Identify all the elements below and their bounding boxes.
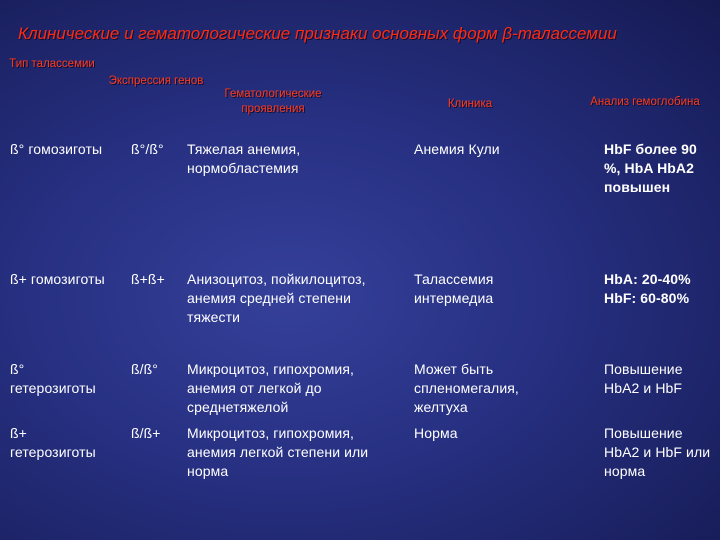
row4-hematology: Микроцитоз, гипохромия, анемия легкой степени или норма xyxy=(187,425,369,479)
row3-clinic: Может быть спленомегалия, желтуха xyxy=(414,361,519,415)
row4-clinic: Норма xyxy=(414,425,458,441)
row1-analysis: HbF более 90 %, HbA HbA2 повышен xyxy=(604,141,697,195)
header-analysis: Анализ гемоглобина xyxy=(590,96,700,108)
row1-type: ß° гомозиготы xyxy=(10,141,103,157)
row3-analysis: Повышение HbA2 и HbF xyxy=(604,361,683,396)
row1-clinic: Анемия Кули xyxy=(414,141,500,157)
row4-type: ß+ гетерозиготы xyxy=(10,425,96,460)
header-clinic: Клиника xyxy=(447,98,493,110)
row3-type: ß° гетерозиготы xyxy=(10,361,96,396)
slide-title: Клинические и гематологические признаки основных форм β-талассемии xyxy=(18,24,617,43)
row3-hematology: Микроцитоз, гипохромия, анемия от легкой до среднетяжелой xyxy=(187,361,355,415)
header-type: Тип талассемии xyxy=(9,58,95,70)
row2-clinic: Талассемия интермедиа xyxy=(414,271,494,306)
row1-hematology: Тяжелая анемия, нормобластемия xyxy=(187,141,301,176)
header-expression: Экспрессия генов xyxy=(108,75,204,87)
row2-analysis: HbA: 20-40% HbF: 60-80% xyxy=(604,271,691,306)
row2-hematology: Анизоцитоз, пойкилоцитоз, анемия средней степени тяжести xyxy=(187,271,366,325)
row3-genes: ß/ß° xyxy=(131,361,158,377)
row2-type: ß+ гомозиготы xyxy=(10,271,105,287)
row1-genes: ß°/ß° xyxy=(131,141,164,157)
row2-genes: ß+ß+ xyxy=(131,271,165,287)
row4-genes: ß/ß+ xyxy=(131,425,161,441)
row4-analysis: Повышение HbA2 и HbF или норма xyxy=(604,425,711,479)
header-hematology: Гематологические проявления xyxy=(224,88,322,115)
